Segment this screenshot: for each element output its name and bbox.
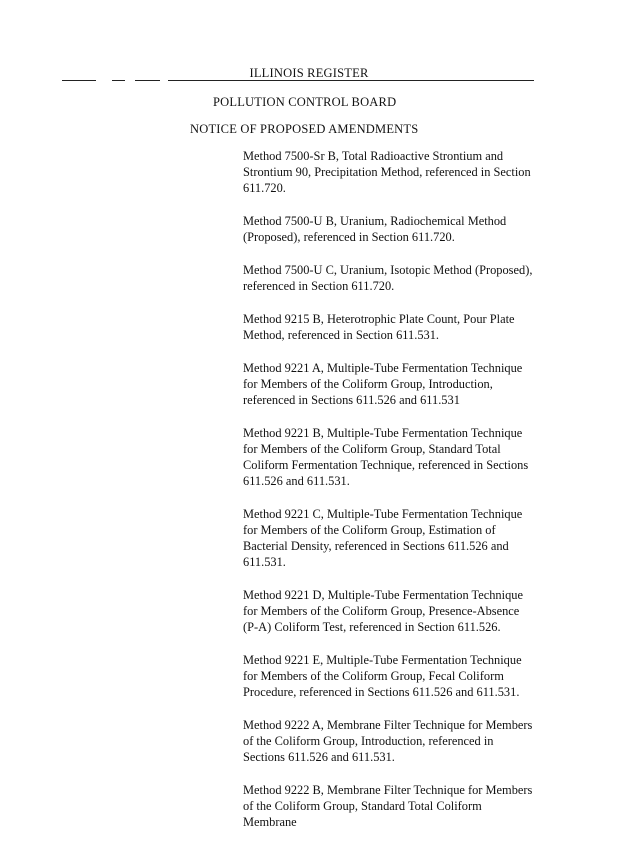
method-entry: Method 7500-Sr B, Total Radioactive Strontium and Strontium 90, Precipitation Method, referenced in Section 611.720.	[243, 149, 531, 195]
method-list	[243, 148, 535, 847]
method-entry: Method 9215 B, Heterotrophic Plate Count, Pour Plate Method, referenced in Section 611.531.	[243, 312, 515, 342]
notice-title: NOTICE OF PROPOSED AMENDMENTS	[190, 122, 419, 136]
method-entry: Method 9221 E, Multiple-Tube Fermentation Technique for Members of the Coliform Group, Fecal Coliform Procedure, referenced in Sections 611.526 and 611.531.	[243, 653, 522, 699]
method-entry: Method 9221 C, Multiple-Tube Fermentation Technique for Members of the Coliform Group, Estimation of Bacterial Density, referenced in Sections 611.526 and 611.531.	[243, 507, 523, 569]
rule-gap	[125, 79, 135, 82]
method-entry: Method 9222 A, Membrane Filter Technique for Members of the Coliform Group, Introduction, referenced in Sections 611.526 and 611.531.	[243, 718, 533, 764]
method-entry: Method 9221 B, Multiple-Tube Fermentation Technique for Members of the Coliform Group, Standard Total Coliform Fermentation Technique, referenced in Sections 611.526 and 611.531.	[243, 426, 529, 488]
rule-gap	[160, 79, 168, 82]
method-entry: Method 9221 A, Multiple-Tube Fermentation Technique for Members of the Coliform Group, Introduction, referenced in Sections 611.526 and 611.531	[243, 361, 523, 407]
method-entry: Method 7500-U B, Uranium, Radiochemical Method (Proposed), referenced in Section 611.720.	[243, 214, 507, 244]
register-title	[0, 66, 618, 81]
board-title: POLLUTION CONTROL BOARD	[213, 95, 397, 109]
register-title-text: ILLINOIS REGISTER	[249, 66, 369, 80]
method-entry: Method 7500-U C, Uranium, Isotopic Method (Proposed), referenced in Section 611.720.	[243, 263, 533, 293]
method-entry: Method 9221 D, Multiple-Tube Fermentation Technique for Members of the Coliform Group, Presence-Absence (P-A) Coliform Test, referenced in Section 611.526.	[243, 588, 523, 634]
method-entry: Method 9222 B, Membrane Filter Technique for Members of the Coliform Group, Standard Total Coliform Membrane	[243, 783, 533, 829]
rule-gap	[96, 79, 112, 82]
